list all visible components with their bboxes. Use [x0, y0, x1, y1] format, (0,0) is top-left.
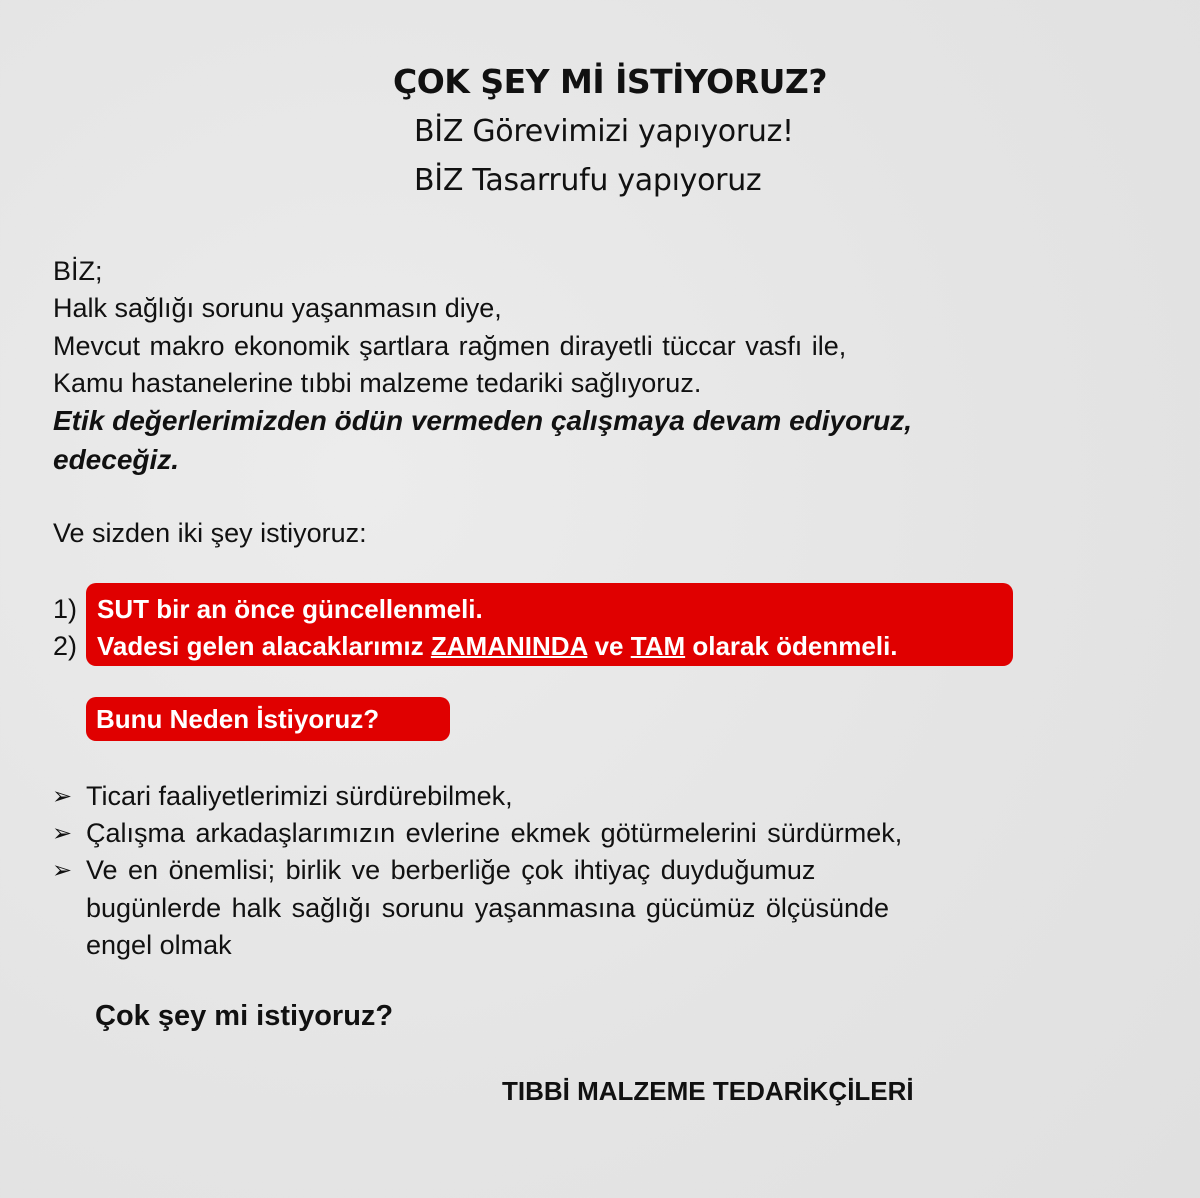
list-number: 1): [53, 594, 78, 624]
arrow-bullet-icon: ➢: [52, 783, 73, 810]
signature: TIBBİ MALZEME TEDARİKÇİLERİ: [502, 1076, 914, 1106]
emphasis-line: edeceğiz.: [53, 444, 180, 475]
intro-line: Halk sağlığı sorunu yaşanmasın diye,: [53, 293, 502, 323]
request-item: [97, 631, 898, 662]
list-number: 2): [53, 631, 78, 661]
reason-item-continued: engel olmak: [86, 930, 232, 960]
intro-line: BİZ;: [53, 256, 103, 286]
page-title: ÇOK ŞEY Mİ İSTİYORUZ?: [392, 62, 828, 101]
reason-item: Ve en önemlisi; birlik ve berberliğe çok ihtiyaç duyduğumuz: [86, 855, 816, 885]
request-text: ve: [587, 631, 631, 661]
arrow-bullet-icon: ➢: [52, 857, 73, 884]
request-text: olarak ödenmeli.: [685, 631, 898, 661]
subtitle-duty: BİZ Görevimizi yapıyoruz!: [414, 114, 794, 149]
closing-question: Çok şey mi istiyoruz?: [95, 1000, 394, 1032]
request-underlined-word: ZAMANINDA: [430, 631, 588, 661]
requests-lead: Ve sizden iki şey istiyoruz:: [53, 518, 367, 548]
arrow-bullet-icon: ➢: [52, 820, 73, 847]
request-text: Vadesi gelen alacaklarımız: [97, 631, 431, 661]
reason-item-continued: bugünlerde halk sağlığı sorunu yaşanmasına gücümüz ölçüsünde: [86, 893, 890, 923]
request-item: SUT bir an önce güncellenmeli.: [97, 594, 483, 624]
reason-item: Ticari faaliyetlerimizi sürdürebilmek,: [86, 781, 513, 811]
emphasis-line: Etik değerlerimizden ödün vermeden çalışmaya devam ediyoruz,: [53, 405, 912, 436]
reason-item: Çalışma arkadaşlarımızın evlerine ekmek götürmelerini sürdürmek,: [86, 818, 903, 848]
intro-line: Mevcut makro ekonomik şartlara rağmen dirayetli tüccar vasfı ile,: [53, 331, 847, 361]
subtitle-savings: BİZ Tasarrufu yapıyoruz: [414, 163, 762, 198]
request-underlined-word: TAM: [630, 631, 686, 661]
intro-line: Kamu hastanelerine tıbbi malzeme tedariki sağlıyoruz.: [53, 368, 702, 398]
why-label: Bunu Neden İstiyoruz?: [96, 704, 380, 734]
